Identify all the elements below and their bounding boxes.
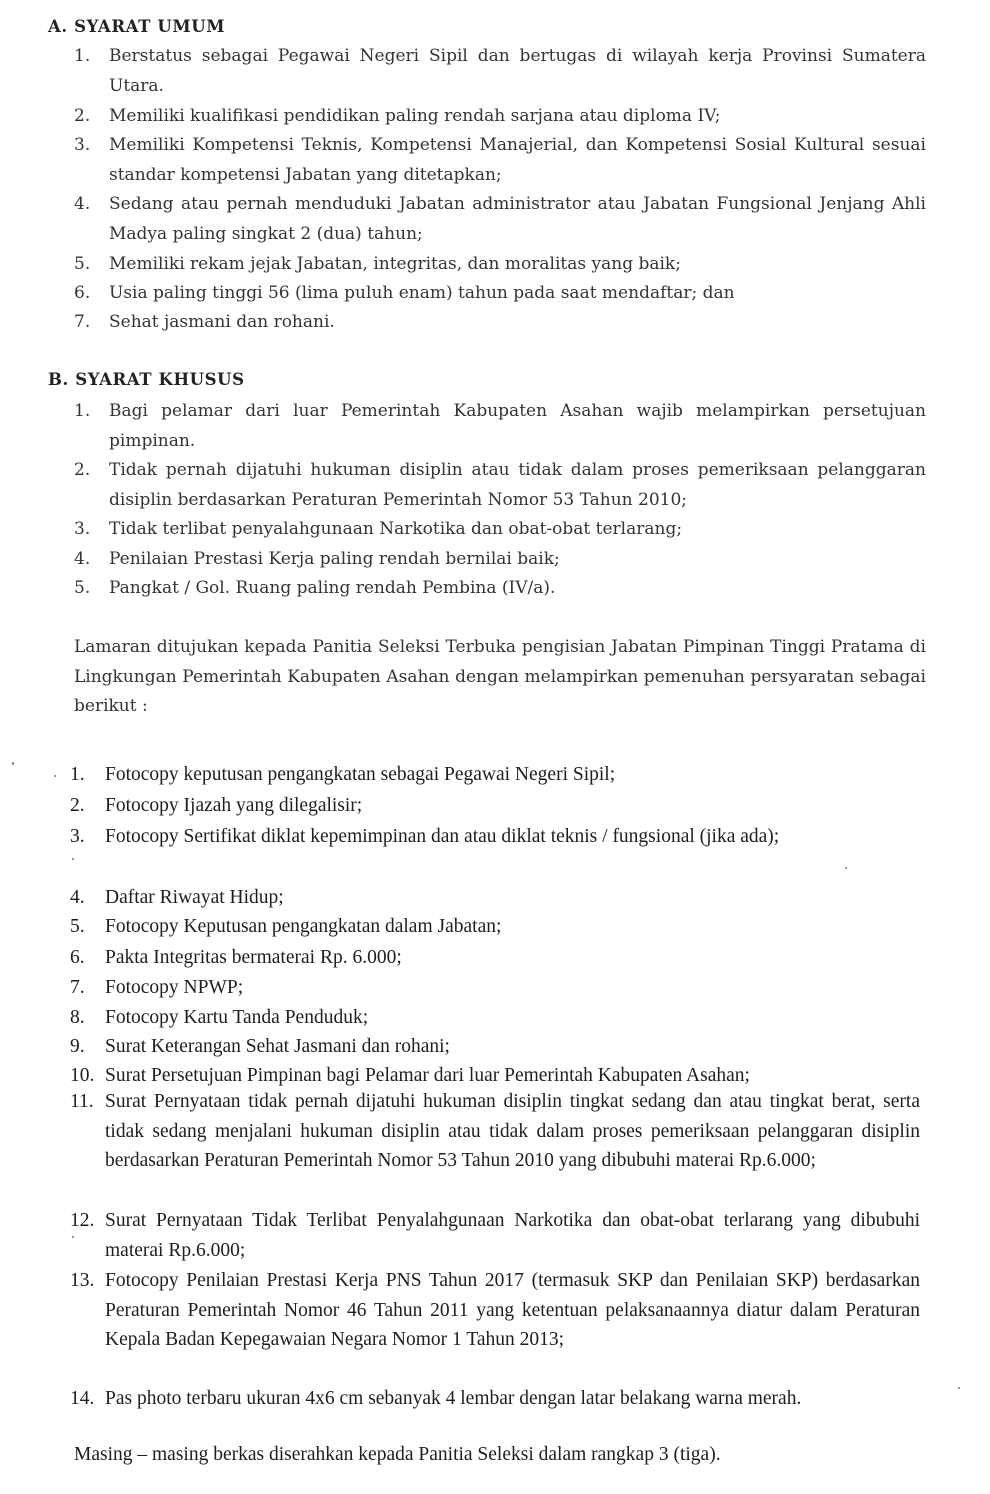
- scan-speck: [845, 867, 847, 869]
- item-text: Surat Keterangan Sehat Jasmani dan rohani;: [105, 1036, 450, 1057]
- item-text: Memiliki Kompetensi Teknis, Kompetensi Manajerial, dan Kompetensi Sosial Kultural sesuai standar kompetensi Jabatan yang ditetapkan;: [109, 135, 926, 185]
- item-text: Usia paling tinggi 56 (lima puluh enam) tahun pada saat mendaftar; dan: [109, 283, 735, 303]
- item-number: 11.: [70, 1091, 94, 1112]
- item-text: Surat Pernyataan Tidak Terlibat Penyalahgunaan Narkotika dan obat-obat terlarang yang dibubuhi materai Rp.6.000;: [105, 1210, 920, 1261]
- item-text: Sehat jasmani dan rohani.: [109, 312, 335, 332]
- item-text: Tidak pernah dijatuhi hukuman disiplin atau tidak dalam proses pemeriksaan pelanggaran disiplin berdasarkan Peraturan Pemerintah Nomor 53 Tahun 2010;: [109, 460, 926, 510]
- item-text: Bagi pelamar dari luar Pemerintah Kabupaten Asahan wajib melampirkan persetujuan pimpinan.: [109, 401, 926, 451]
- item-number: 4.: [74, 194, 91, 214]
- item-text: Surat Pernyataan tidak pernah dijatuhi hukuman disiplin tingkat sedang dan atau tingkat berat, serta tidak sedang menjalani hukuman disiplin atau tidak dalam proses pemeriksaan pelanggaran disiplin berdasarkan Peraturan Pemerintah Nomor 53 Tahun 2010 yang dibubuhi materai Rp.6.000;: [105, 1091, 920, 1171]
- item-number: 3.: [70, 826, 85, 847]
- item-text: Fotocopy Penilaian Prestasi Kerja PNS Tahun 2017 (termasuk SKP dan Penilaian SKP) berdasarkan Peraturan Pemerintah Nomor 46 Tahun 2011 yang ketentuan pelaksanaannya diatur dalam Peraturan Kepala Badan Kepegawaian Negara Nomor 1 Tahun 2013;: [105, 1270, 920, 1350]
- section-a-heading: A. SYARAT UMUM: [48, 17, 226, 36]
- item-number: 14.: [70, 1388, 95, 1409]
- item-number: 7.: [74, 312, 91, 332]
- item-number: 3.: [74, 135, 91, 155]
- item-number: 8.: [70, 1007, 85, 1028]
- scan-speck: [72, 1236, 74, 1238]
- scan-speck: [72, 858, 74, 860]
- section-b-heading: B. SYARAT KHUSUS: [48, 370, 245, 389]
- item-number: 6.: [70, 947, 85, 968]
- item-number: 9.: [70, 1036, 85, 1057]
- item-text: Memiliki rekam jejak Jabatan, integritas, dan moralitas yang baik;: [109, 254, 681, 274]
- item-number: 1.: [70, 764, 85, 785]
- item-number: 2.: [74, 460, 91, 480]
- item-number: 6.: [74, 283, 91, 303]
- intro-paragraph: Lamaran ditujukan kepada Panitia Seleksi Terbuka pengisian Jabatan Pimpinan Tinggi Pratama di Lingkungan Pemerintah Kabupaten Asahan dengan melampirkan pemenuhan persyaratan sebagai berikut :: [74, 637, 926, 716]
- item-number: 1.: [74, 46, 91, 66]
- item-text: Fotocopy keputusan pengangkatan sebagai Pegawai Negeri Sipil;: [105, 764, 616, 785]
- item-text: Fotocopy Sertifikat diklat kepemimpinan dan atau diklat teknis / fungsional (jika ada);: [105, 826, 780, 847]
- item-text: Fotocopy Keputusan pengangkatan dalam Jabatan;: [105, 916, 502, 937]
- item-text: Penilaian Prestasi Kerja paling rendah bernilai baik;: [109, 549, 560, 569]
- item-number: 2.: [70, 795, 85, 816]
- item-number: 10.: [70, 1065, 95, 1086]
- item-text: Tidak terlibat penyalahgunaan Narkotika dan obat-obat terlarang;: [109, 519, 683, 539]
- item-text: Fotocopy Kartu Tanda Penduduk;: [105, 1007, 369, 1028]
- scan-speck: [958, 1387, 960, 1389]
- item-text: Pakta Integritas bermaterai Rp. 6.000;: [105, 947, 402, 968]
- item-text: Pas photo terbaru ukuran 4x6 cm sebanyak 4 lembar dengan latar belakang warna merah.: [105, 1388, 802, 1409]
- item-text: Fotocopy Ijazah yang dilegalisir;: [105, 795, 363, 816]
- item-text: Pangkat / Gol. Ruang paling rendah Pembina (IV/a).: [109, 578, 556, 598]
- scan-speck: [54, 775, 56, 777]
- item-number: 4.: [70, 887, 85, 908]
- item-number: 5.: [70, 916, 85, 937]
- item-text: Daftar Riwayat Hidup;: [105, 887, 284, 908]
- item-number: 1.: [74, 401, 91, 421]
- item-number: 13.: [70, 1270, 95, 1291]
- closing-note: Masing – masing berkas diserahkan kepada Panitia Seleksi dalam rangkap 3 (tiga).: [74, 1444, 721, 1465]
- item-text: Surat Persetujuan Pimpinan bagi Pelamar dari luar Pemerintah Kabupaten Asahan;: [105, 1065, 750, 1086]
- item-number: 5.: [74, 578, 91, 598]
- item-number: 12.: [70, 1210, 95, 1231]
- item-number: 5.: [74, 254, 91, 274]
- item-number: 7.: [70, 977, 85, 998]
- scan-speck: [12, 762, 14, 765]
- item-text: Memiliki kualifikasi pendidikan paling rendah sarjana atau diploma IV;: [109, 106, 721, 126]
- item-number: 3.: [74, 519, 91, 539]
- item-text: Fotocopy NPWP;: [105, 977, 244, 998]
- item-number: 4.: [74, 549, 91, 569]
- item-text: Berstatus sebagai Pegawai Negeri Sipil dan bertugas di wilayah kerja Provinsi Sumatera Utara.: [109, 46, 926, 96]
- item-number: 2.: [74, 106, 91, 126]
- item-text: Sedang atau pernah menduduki Jabatan administrator atau Jabatan Fungsional Jenjang Ahli Madya paling singkat 2 (dua) tahun;: [109, 194, 926, 244]
